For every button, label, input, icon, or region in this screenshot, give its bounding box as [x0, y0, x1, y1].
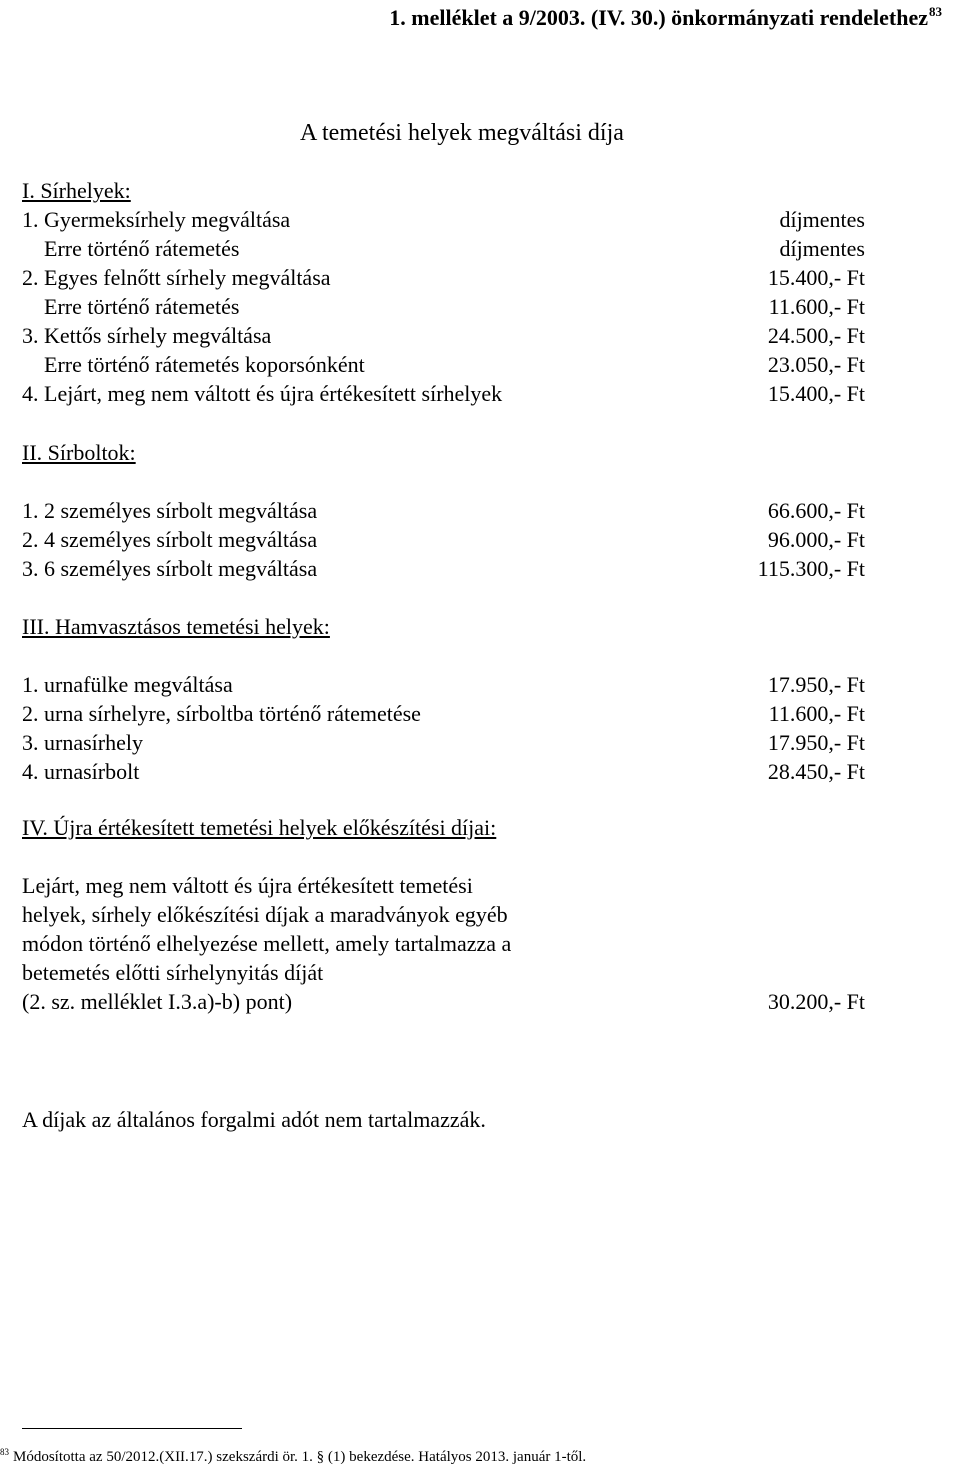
fee-value: 66.600,- Ft: [767, 498, 865, 523]
preparation-fee-paragraph: [22, 873, 865, 1018]
fee-label: 4. urnasírbolt: [22, 759, 140, 784]
fee-value: 17.950,- Ft: [767, 672, 865, 697]
fee-value: 28.450,- Ft: [767, 759, 865, 784]
fee-value: 115.300,- Ft: [757, 556, 865, 581]
fee-value: 23.050,- Ft: [767, 352, 865, 377]
fee-label: 3. 6 személyes sírbolt megváltása: [22, 556, 318, 581]
footnote: [0, 1447, 586, 1466]
fee-row: [22, 265, 865, 294]
footnote-divider: [22, 1428, 242, 1429]
fee-value: 24.500,- Ft: [767, 323, 865, 348]
fee-value: 17.950,- Ft: [767, 730, 865, 755]
fee-label: Erre történő rátemetés: [44, 236, 240, 261]
fee-value: díjmentes: [779, 236, 865, 261]
fee-value: 11.600,- Ft: [768, 294, 865, 319]
paragraph-line: helyek, sírhely előkészítési díjak a maradványok egyéb: [22, 902, 508, 927]
section-heading-sirhelyek: I. Sírhelyek:: [22, 178, 131, 203]
fee-label: 2. urna sírhelyre, sírboltba történő rátemetése: [22, 701, 421, 726]
fee-value: 11.600,- Ft: [768, 701, 865, 726]
fee-row: [22, 759, 865, 788]
section-heading-sirboltok: II. Sírboltok:: [22, 440, 136, 465]
fee-label: 3. Kettős sírhely megváltása: [22, 323, 272, 348]
fee-row: [22, 236, 865, 265]
page-title: A temetési helyek megváltási díja: [300, 120, 624, 146]
footnote-text: Módosította az 50/2012.(XII.17.) szekszárdi ör. 1. § (1) bekezdése. Hatályos 2013. január 1-től.: [13, 1449, 587, 1465]
annex-header-text: 1. melléklet a 9/2003. (IV. 30.) önkormányzati rendelethez: [389, 5, 928, 30]
fee-label: 4. Lejárt, meg nem váltott és újra értékesített sírhelyek: [22, 381, 503, 406]
fee-row: [22, 527, 865, 556]
fee-label: 1. 2 személyes sírbolt megváltása: [22, 498, 318, 523]
fee-row: [22, 701, 865, 730]
fee-label: 1. Gyermeksírhely megváltása: [22, 207, 291, 232]
fee-label: 3. urnasírhely: [22, 730, 143, 755]
paragraph-line: betemetés előtti sírhelynyitás díját: [22, 960, 324, 985]
fee-value: díjmentes: [779, 207, 865, 232]
paragraph-line: Lejárt, meg nem váltott és újra értékesített temetési: [22, 873, 473, 898]
paragraph-line: (2. sz. melléklet I.3.a)-b) pont): [22, 989, 293, 1014]
fee-label: 1. urnafülke megváltása: [22, 672, 233, 697]
fee-row: [22, 323, 865, 352]
fee-label: 2. 4 személyes sírbolt megváltása: [22, 527, 318, 552]
section-heading-elokeszites: IV. Újra értékesített temetési helyek előkészítési díjai:: [22, 815, 497, 840]
fee-value: 96.000,- Ft: [767, 527, 865, 552]
fee-label: Erre történő rátemetés: [44, 294, 240, 319]
fee-value: 15.400,- Ft: [767, 381, 865, 406]
paragraph-line-last: [22, 989, 865, 1018]
fee-row: [22, 730, 865, 759]
vat-note: A díjak az általános forgalmi adót nem tartalmazzák.: [22, 1107, 486, 1132]
fee-value: 15.400,- Ft: [767, 265, 865, 290]
fee-row: [22, 207, 865, 236]
fee-row: [22, 498, 865, 527]
annex-header: [389, 4, 942, 31]
fee-row: [22, 294, 865, 323]
fee-row: [22, 672, 865, 701]
fee-row: [22, 352, 865, 381]
fee-label: Erre történő rátemetés koporsónként: [44, 352, 365, 377]
footnote-reference: 83: [929, 4, 942, 19]
fee-label: 2. Egyes felnőtt sírhely megváltása: [22, 265, 331, 290]
fee-row: [22, 381, 865, 410]
footnote-number: 83: [0, 1447, 9, 1457]
section-heading-hamvasztasos: III. Hamvasztásos temetési helyek:: [22, 614, 330, 639]
paragraph-line: módon történő elhelyezése mellett, amely tartalmazza a: [22, 931, 512, 956]
fee-row: [22, 556, 865, 585]
fee-value: 30.200,- Ft: [767, 989, 865, 1014]
